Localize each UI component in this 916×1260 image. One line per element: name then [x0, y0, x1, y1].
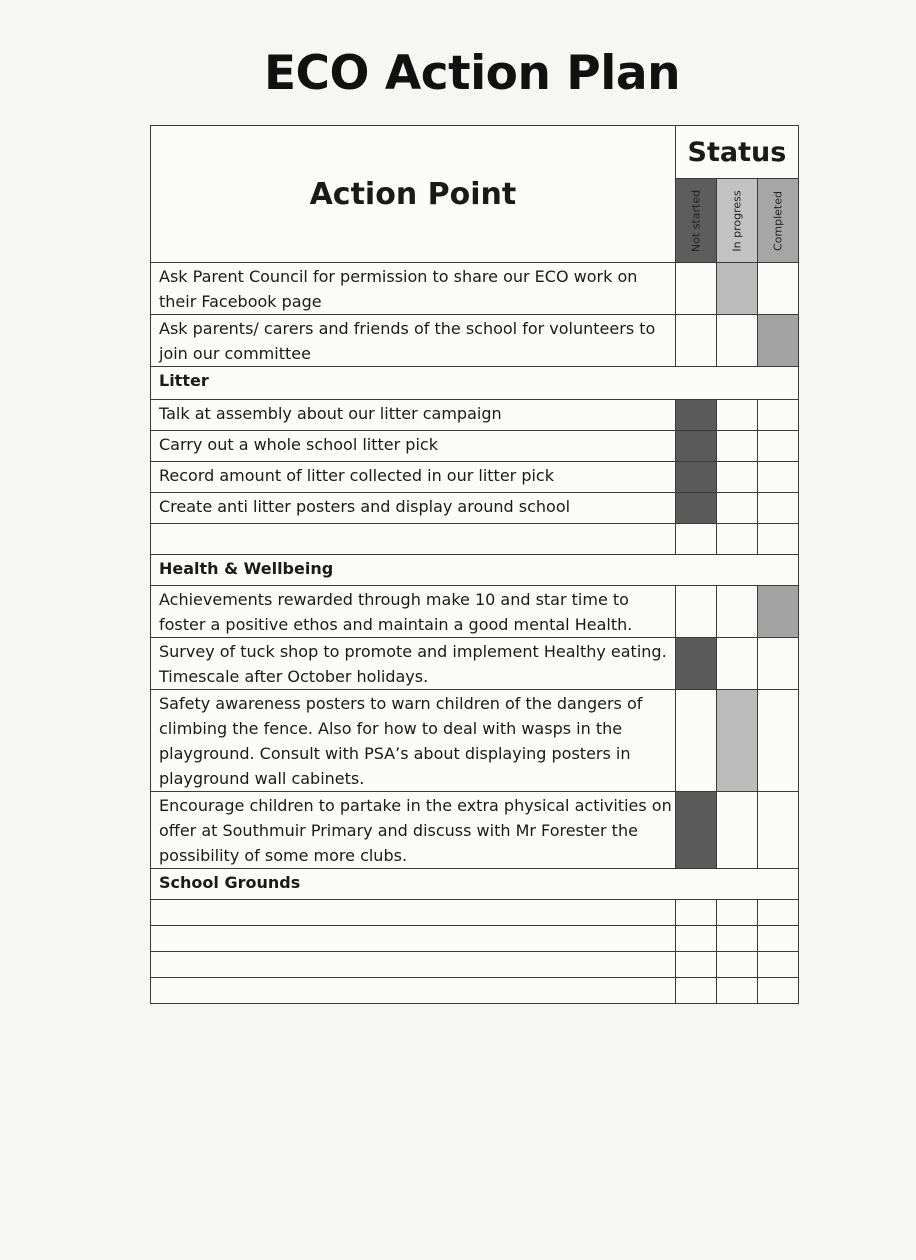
completed-status-cell [757, 792, 798, 869]
in-progress-status-cell [716, 586, 757, 638]
action-point-cell: Encourage children to partake in the extra physical activities on offer at Southmuir Primary and discuss with Mr Forester the possibility of some more clubs. [151, 792, 676, 869]
completed-status-cell [757, 524, 798, 555]
table-row [151, 315, 799, 367]
not-started-status-cell [675, 952, 716, 978]
in-progress-status-cell [716, 462, 757, 493]
not-started-status-cell [675, 524, 716, 555]
action-point-cell [151, 926, 676, 952]
not-started-status-cell [675, 690, 716, 792]
table-row [151, 900, 799, 926]
not-started-status-cell [675, 586, 716, 638]
in-progress-status-cell [716, 792, 757, 869]
completed-status-cell [757, 315, 798, 367]
status-header: Status [675, 126, 798, 179]
action-point-cell [151, 952, 676, 978]
in-progress-status-cell [716, 263, 757, 315]
not-started-status-cell [675, 462, 716, 493]
not-started-status-cell [675, 638, 716, 690]
in-progress-status-cell [716, 900, 757, 926]
table-row [151, 952, 799, 978]
page-title: ECO Action Plan [263, 46, 681, 101]
action-point-cell: Ask Parent Council for permission to share our ECO work on their Facebook page [151, 263, 676, 315]
not-started-label: Not started [689, 189, 703, 252]
completed-status-cell [757, 462, 798, 493]
not-started-header [675, 179, 716, 263]
table-row [151, 524, 799, 555]
in-progress-status-cell [716, 431, 757, 462]
completed-status-cell [757, 400, 798, 431]
section-heading: School Grounds [151, 869, 799, 900]
completed-header [757, 179, 798, 263]
completed-status-cell [757, 638, 798, 690]
table-row [151, 690, 799, 792]
table-row [151, 978, 799, 1004]
in-progress-status-cell [716, 926, 757, 952]
in-progress-status-cell [716, 400, 757, 431]
not-started-status-cell [675, 792, 716, 869]
action-point-cell [151, 900, 676, 926]
in-progress-status-cell [716, 493, 757, 524]
action-point-cell: Record amount of litter collected in our litter pick [151, 462, 676, 493]
completed-status-cell [757, 431, 798, 462]
section-row [151, 869, 799, 900]
action-point-cell: Create anti litter posters and display around school [151, 493, 676, 524]
in-progress-status-cell [716, 952, 757, 978]
completed-status-cell [757, 493, 798, 524]
table-row [151, 263, 799, 315]
action-point-cell: Ask parents/ carers and friends of the school for volunteers to join our committee [151, 315, 676, 367]
in-progress-status-cell [716, 690, 757, 792]
action-plan-table [150, 125, 799, 1004]
table-row [151, 792, 799, 869]
table-row [151, 638, 799, 690]
in-progress-status-cell [716, 638, 757, 690]
section-row [151, 367, 799, 400]
table-row [151, 400, 799, 431]
action-point-cell: Talk at assembly about our litter campaign [151, 400, 676, 431]
action-point-cell: Carry out a whole school litter pick [151, 431, 676, 462]
table-row [151, 462, 799, 493]
completed-status-cell [757, 263, 798, 315]
header-row [151, 126, 799, 179]
table-row [151, 586, 799, 638]
section-heading: Health & Wellbeing [151, 555, 799, 586]
completed-status-cell [757, 952, 798, 978]
action-point-cell: Safety awareness posters to warn children of the dangers of climbing the fence. Also for how to deal with wasps in the playground. Consult with PSA’s about displaying posters in playground wall cabinets. [151, 690, 676, 792]
completed-label: Completed [771, 190, 785, 251]
in-progress-status-cell [716, 978, 757, 1004]
action-point-cell [151, 978, 676, 1004]
table-row [151, 493, 799, 524]
not-started-status-cell [675, 431, 716, 462]
action-point-cell: Survey of tuck shop to promote and implement Healthy eating. Timescale after October holidays. [151, 638, 676, 690]
in-progress-status-cell [716, 524, 757, 555]
completed-status-cell [757, 586, 798, 638]
in-progress-status-cell [716, 315, 757, 367]
section-row [151, 555, 799, 586]
table-row [151, 926, 799, 952]
not-started-status-cell [675, 493, 716, 524]
action-point-cell: Achievements rewarded through make 10 and star time to foster a positive ethos and maintain a good mental Health. [151, 586, 676, 638]
action-point-header: Action Point [151, 126, 676, 263]
section-heading: Litter [151, 367, 799, 400]
not-started-status-cell [675, 978, 716, 1004]
not-started-status-cell [675, 400, 716, 431]
not-started-status-cell [675, 926, 716, 952]
not-started-status-cell [675, 263, 716, 315]
action-point-cell [151, 524, 676, 555]
in-progress-header [716, 179, 757, 263]
completed-status-cell [757, 690, 798, 792]
table-row [151, 431, 799, 462]
not-started-status-cell [675, 315, 716, 367]
not-started-status-cell [675, 900, 716, 926]
completed-status-cell [757, 926, 798, 952]
in-progress-label: In progress [730, 189, 744, 252]
completed-status-cell [757, 900, 798, 926]
completed-status-cell [757, 978, 798, 1004]
